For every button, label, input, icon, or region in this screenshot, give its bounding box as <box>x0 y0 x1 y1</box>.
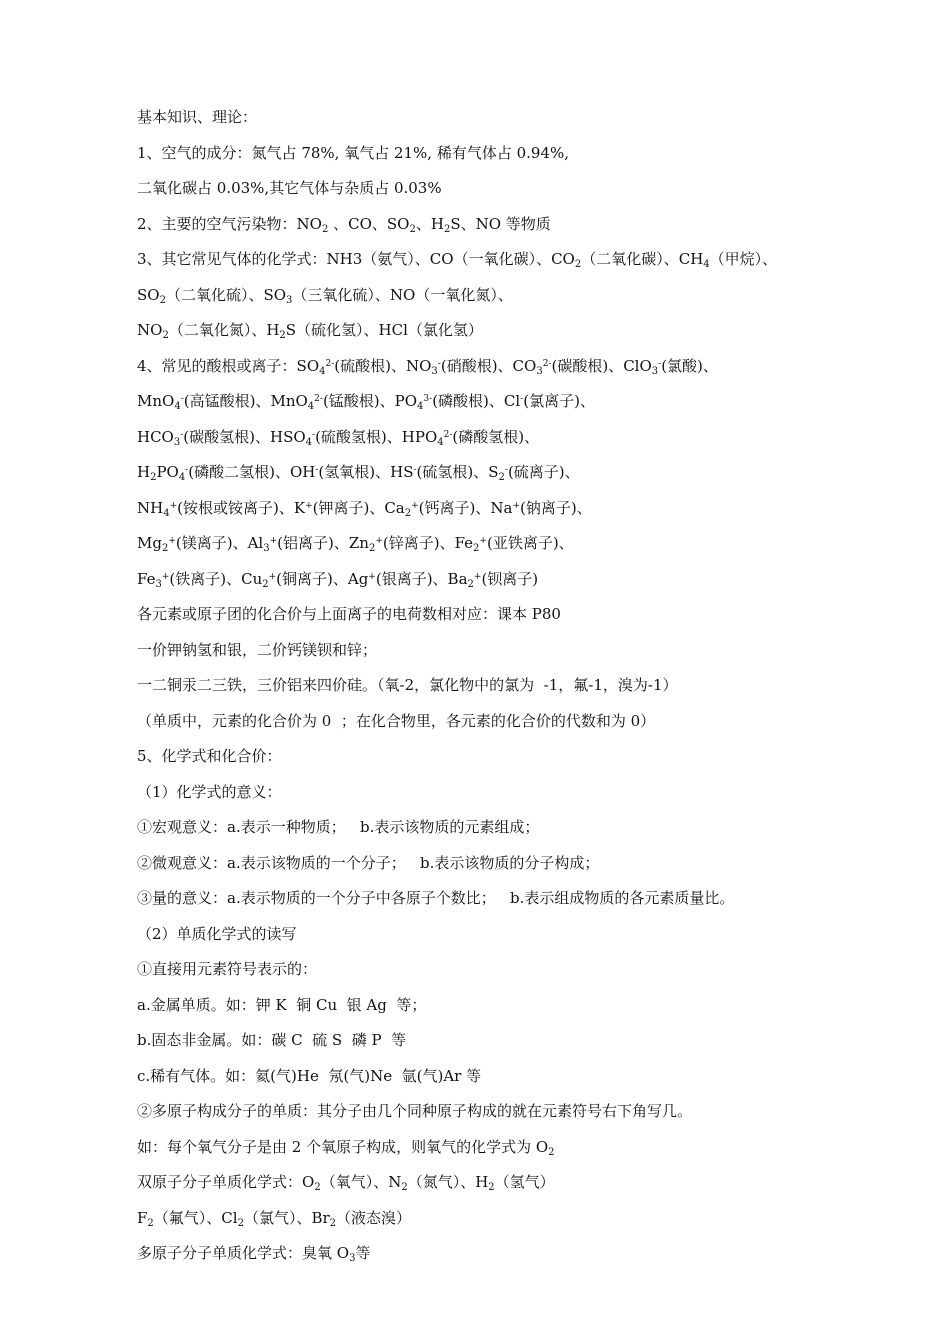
subscript: 4 <box>319 365 326 377</box>
subscript: 4 <box>174 401 181 412</box>
text-line <box>137 562 927 598</box>
text-line <box>137 1059 927 1095</box>
text-segment: F <box>137 1208 148 1227</box>
text-line <box>137 1094 927 1130</box>
superscript: 2- <box>314 394 323 404</box>
superscript: + <box>512 500 520 511</box>
text-segment: (钾离子)、Ca <box>312 498 405 517</box>
superscript: + <box>169 500 178 511</box>
text-segment: 一价钾钠氢和银，二价钙镁钡和锌； <box>137 640 378 659</box>
text-line <box>137 171 927 207</box>
text-line <box>137 1130 927 1166</box>
superscript: 2- <box>542 358 552 369</box>
text-line <box>137 455 927 491</box>
text-segment: Fe <box>137 569 156 588</box>
text-segment: (硫离子)、 <box>507 463 580 481</box>
text-segment: H <box>137 463 151 481</box>
text-segment: NO <box>137 321 163 339</box>
text-segment: 基本知识、理论： <box>137 108 258 126</box>
document-body <box>137 100 927 1272</box>
text-segment: (亚铁离子)、 <box>486 534 574 552</box>
subscript: 2 <box>262 578 269 590</box>
text-segment: 多原子分子单质化学式：臭氧 O <box>137 1244 350 1262</box>
text-segment: (硫酸根)、NO <box>334 356 432 375</box>
text-segment: 4、常见的酸根或离子：SO <box>137 356 320 375</box>
text-line <box>137 1236 927 1272</box>
text-segment: PO <box>156 463 179 481</box>
text-segment: （氢气） <box>494 1173 555 1191</box>
superscript: + <box>305 500 313 511</box>
text-segment: 等 <box>355 1244 371 1262</box>
subscript: 2 <box>147 1217 154 1229</box>
subscript: 2 <box>329 1217 337 1229</box>
text-line <box>137 1023 927 1059</box>
subscript: 2 <box>404 507 412 519</box>
text-segment: a.金属单质。如：钾 K 铜 Cu 银 Ag 等； <box>137 995 427 1014</box>
superscript: + <box>375 536 383 546</box>
text-segment: (硝酸根)、CO <box>440 356 537 375</box>
text-segment: (铵根或铵离子)、K <box>177 498 306 517</box>
subscript: 4 <box>305 436 313 448</box>
text-segment: 、CO、SO <box>328 214 410 233</box>
text-segment: (锰酸根)、PO <box>322 392 418 410</box>
superscript: - <box>413 465 417 475</box>
superscript: - <box>658 358 662 369</box>
superscript: 3- <box>423 394 433 404</box>
subscript: 2 <box>488 1182 495 1193</box>
text-segment: (镁离子)、Al <box>175 534 264 552</box>
subscript: 4 <box>178 472 186 483</box>
subscript: 2 <box>574 259 582 270</box>
subscript: 3 <box>431 365 438 377</box>
subscript: 3 <box>536 365 543 377</box>
subscript: 3 <box>286 294 293 306</box>
text-line <box>137 775 927 811</box>
superscript: - <box>504 465 508 475</box>
superscript: 2- <box>443 429 453 440</box>
text-segment: HCO <box>137 427 174 446</box>
subscript: 2 <box>314 1182 321 1193</box>
text-line <box>137 349 927 385</box>
text-line <box>137 881 927 917</box>
subscript: 2 <box>159 294 166 306</box>
subscript: 3 <box>173 436 181 448</box>
text-segment: S、NO 等物质 <box>450 214 551 233</box>
superscript: - <box>437 358 441 369</box>
subscript: 4 <box>437 436 444 448</box>
text-segment: (钡离子) <box>481 569 539 588</box>
text-segment: ①直接用元素符号表示的： <box>137 960 318 978</box>
superscript: + <box>161 571 170 582</box>
superscript: + <box>368 571 376 582</box>
superscript: - <box>520 394 524 404</box>
text-segment: (钙离子)、Na <box>418 498 513 517</box>
text-line <box>137 952 927 988</box>
superscript: + <box>473 571 482 582</box>
text-segment: (氢氧根)、HS <box>318 463 414 481</box>
text-segment: （二氧化碳）、CH <box>581 250 704 268</box>
subscript: 3 <box>651 365 659 377</box>
text-line <box>137 668 927 704</box>
subscript: 3 <box>155 578 162 590</box>
subscript: 4 <box>703 259 710 270</box>
text-segment: （氟气）、Cl <box>153 1208 238 1227</box>
text-line <box>137 597 927 633</box>
text-line <box>137 1201 927 1237</box>
text-line <box>137 917 927 953</box>
text-segment: （单质中，元素的化合价为 0 ；在化合物里，各元素的化合价的代数和为 0） <box>137 711 656 730</box>
text-line <box>137 704 927 740</box>
superscript: + <box>168 536 176 546</box>
text-segment: (硫氢根)、S <box>416 463 499 481</box>
superscript: - <box>185 465 189 475</box>
superscript: - <box>180 429 184 440</box>
subscript: 3 <box>349 1253 356 1264</box>
subscript: 2 <box>279 330 286 341</box>
text-segment: (硫酸氢根)、HPO <box>315 427 438 446</box>
subscript: 2 <box>161 543 169 554</box>
text-segment: (氯酸)、 <box>661 356 718 375</box>
subscript: 2 <box>237 1217 244 1229</box>
text-line <box>137 846 927 882</box>
text-segment: (高锰酸根)、MnO <box>183 392 308 410</box>
text-line <box>137 207 927 243</box>
subscript: 2 <box>368 543 376 554</box>
text-segment: （氧气）、N <box>320 1173 402 1191</box>
text-segment: 2、主要的空气污染物：NO <box>137 214 322 233</box>
text-segment: 各元素或原子团的化合价与上面离子的电荷数相对应：课本 P80 <box>137 605 561 623</box>
superscript: - <box>315 465 319 475</box>
subscript: 4 <box>307 401 315 412</box>
text-segment: MnO <box>137 392 175 410</box>
subscript: 2 <box>162 330 169 341</box>
text-segment: ①宏观意义：a.表示一种物质； b.表示该物质的元素组成； <box>137 818 540 836</box>
text-segment: (磷酸氢根)、 <box>452 427 540 446</box>
text-line <box>137 739 927 775</box>
subscript: 2 <box>498 472 505 483</box>
subscript: 2 <box>467 578 474 590</box>
text-segment: （2）单质化学式的读写 <box>137 924 297 943</box>
superscript: + <box>411 500 419 511</box>
text-line <box>137 1165 927 1201</box>
text-segment: 1、空气的成分：氮气占 78%, 氧气占 21%, 稀有气体占 0.94%, <box>137 143 570 162</box>
text-line <box>137 313 927 349</box>
superscript: 2- <box>325 358 335 369</box>
text-line <box>137 810 927 846</box>
text-segment: 、H <box>415 214 444 233</box>
text-line <box>137 420 927 456</box>
text-segment: （氮气）、H <box>407 1173 489 1191</box>
text-segment: (氯离子)、 <box>523 392 595 410</box>
text-segment: （氯气）、Br <box>243 1208 330 1227</box>
text-segment: (碳酸氢根)、HSO <box>183 427 306 446</box>
text-segment: ③量的意义：a.表示物质的一个分子中各原子个数比； b.表示组成物质的各元素质量比。 <box>137 889 735 907</box>
text-segment: （液态溴） <box>336 1208 412 1227</box>
text-segment: ②多原子构成分子的单质：其分子由几个同种原子构成的就在元素符号右下角写几。 <box>137 1102 693 1120</box>
text-segment: (磷酸根)、Cl <box>432 392 521 410</box>
text-segment: b.固态非金属。如：碳 C 硫 S 磷 P 等 <box>137 1031 407 1049</box>
subscript: 2 <box>401 1182 408 1193</box>
subscript: 4 <box>417 401 424 412</box>
subscript: 2 <box>409 223 416 235</box>
text-segment: ②微观意义：a.表示该物质的一个分子； b.表示该物质的分子构成； <box>137 853 600 872</box>
text-segment: （甲烷）、 <box>709 250 778 268</box>
subscript: 2 <box>321 223 329 235</box>
text-segment: 如：每个氧气分子是由 2 个氧原子构成，则氧气的化学式为 O <box>137 1137 549 1156</box>
text-line <box>137 491 927 527</box>
text-segment: NH <box>137 498 164 517</box>
text-line <box>137 136 927 172</box>
text-segment: 一二铜汞二三铁，三价铝来四价硅。（氧-2，氯化物中的氯为 -1，氟-1，溴为-1） <box>137 676 678 694</box>
text-segment: 5、化学式和化合价： <box>137 747 282 765</box>
text-segment: S（硫化氢）、HCl（氯化氢） <box>285 321 483 339</box>
text-segment: 3、其它常见气体的化学式：NH3（氨气）、CO（一氧化碳）、CO <box>137 250 575 268</box>
text-segment: (钠离子)、 <box>519 498 592 517</box>
text-segment: (磷酸二氢根)、OH <box>188 463 316 481</box>
text-segment: (银离子)、Ba <box>375 569 468 588</box>
subscript: 2 <box>443 223 451 235</box>
subscript: 3 <box>263 543 270 554</box>
text-line <box>137 526 927 562</box>
subscript: 2 <box>473 543 480 554</box>
text-segment: (铜离子)、Ag <box>276 569 369 588</box>
text-segment: (铁离子)、Cu <box>169 569 263 588</box>
text-line <box>137 278 927 314</box>
text-line <box>137 988 927 1024</box>
text-segment: (碳酸根)、ClO <box>551 356 652 375</box>
superscript: + <box>268 571 277 582</box>
text-line <box>137 633 927 669</box>
text-segment: c.稀有气体。如：氦(气)He 氖(气)Ne 氩(气)Ar 等 <box>137 1066 482 1085</box>
text-segment: Mg <box>137 534 162 552</box>
text-segment: （1）化学式的意义： <box>137 782 282 801</box>
superscript: + <box>269 536 278 546</box>
subscript: 2 <box>548 1146 555 1158</box>
text-line <box>137 384 927 420</box>
text-segment: 双原子分子单质化学式：O <box>137 1173 315 1191</box>
text-line <box>137 242 927 278</box>
text-segment: （二氧化硫）、SO <box>165 285 287 304</box>
superscript: + <box>479 536 487 546</box>
text-line <box>137 100 927 136</box>
text-segment: SO <box>137 285 160 304</box>
text-segment: （三氧化硫）、NO（一氧化氮）、 <box>292 285 513 304</box>
subscript: 4 <box>163 507 170 519</box>
superscript: - <box>312 429 316 440</box>
text-segment: （二氧化氮）、H <box>168 321 280 339</box>
superscript: - <box>180 394 184 404</box>
text-segment: (铝离子)、Zn <box>277 534 369 552</box>
subscript: 2 <box>150 472 157 483</box>
text-segment: 二氧化碳占 0.03%,其它气体与杂质占 0.03% <box>137 179 442 197</box>
text-segment: (锌离子)、Fe <box>382 534 474 552</box>
